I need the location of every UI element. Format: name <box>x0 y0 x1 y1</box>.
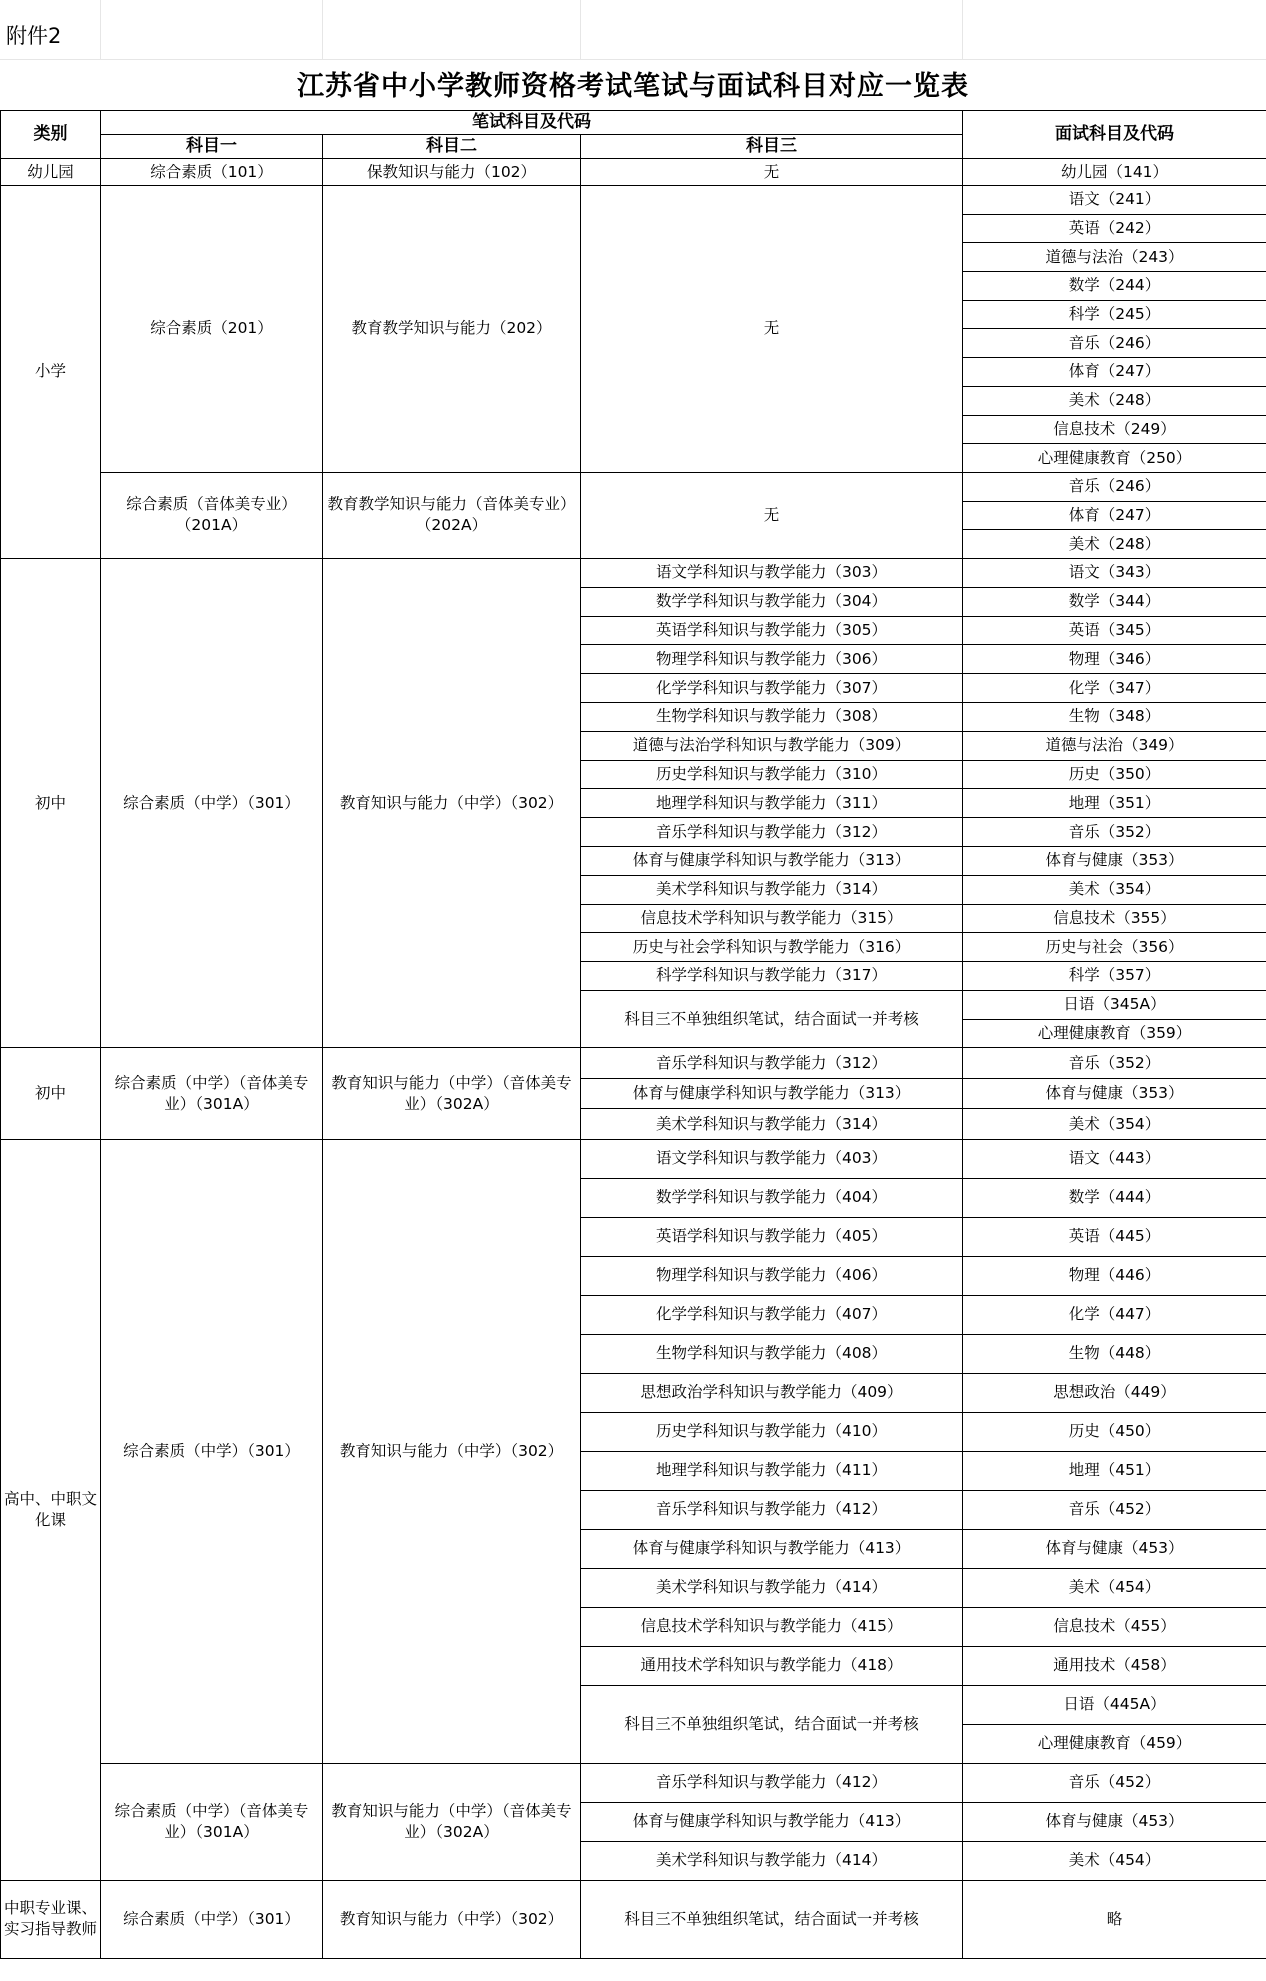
interview-cell: 生物（448） <box>963 1334 1266 1373</box>
interview-cell: 音乐（352） <box>963 1048 1266 1079</box>
subject3-cell: 历史学科知识与教学能力（410） <box>581 1412 963 1451</box>
table-cell: 综合素质（中学）（301） <box>101 558 323 1048</box>
interview-cell: 体育与健康（353） <box>963 1078 1266 1109</box>
interview-cell: 化学（347） <box>963 674 1266 703</box>
subject3-cell: 通用技术学科知识与教学能力（418） <box>581 1646 963 1685</box>
subject3-cell: 语文学科知识与教学能力（403） <box>581 1139 963 1178</box>
interview-cell: 体育与健康（353） <box>963 846 1266 875</box>
interview-cell: 思想政治（449） <box>963 1373 1266 1412</box>
category-cell: 中职专业课、实习指导教师 <box>1 1880 101 1958</box>
interview-cell: 心理健康教育（250） <box>963 444 1266 473</box>
table-cell: 综合素质（音体美专业）（201A） <box>101 472 323 558</box>
header-subject1: 科目一 <box>101 135 323 159</box>
interview-cell: 通用技术（458） <box>963 1646 1266 1685</box>
interview-cell: 音乐（246） <box>963 329 1266 358</box>
table-body <box>1 111 1266 1959</box>
category-cell: 小学 <box>1 186 101 559</box>
subject3-cell: 美术学科知识与教学能力（414） <box>581 1568 963 1607</box>
subject3-cell: 科目三不单独组织笔试，结合面试一并考核 <box>581 990 963 1048</box>
interview-cell: 数学（344） <box>963 587 1266 616</box>
interview-cell: 美术（248） <box>963 530 1266 559</box>
interview-cell: 体育与健康（453） <box>963 1802 1266 1841</box>
interview-cell: 心理健康教育（359） <box>963 1019 1266 1048</box>
interview-cell: 音乐（452） <box>963 1490 1266 1529</box>
interview-cell: 音乐（452） <box>963 1763 1266 1802</box>
subject3-cell: 英语学科知识与教学能力（405） <box>581 1217 963 1256</box>
table-cell: 综合素质（中学）（301） <box>101 1139 323 1763</box>
subject3-cell: 数学学科知识与教学能力（304） <box>581 587 963 616</box>
subject3-cell: 化学学科知识与教学能力（307） <box>581 674 963 703</box>
subject3-cell: 生物学科知识与教学能力（408） <box>581 1334 963 1373</box>
attachment-label: 附件2 <box>6 24 62 48</box>
interview-cell: 信息技术（355） <box>963 904 1266 933</box>
interview-cell: 英语（345） <box>963 616 1266 645</box>
interview-cell: 音乐（352） <box>963 818 1266 847</box>
table-cell: 教育知识与能力（中学）（302） <box>323 1880 581 1958</box>
header-category: 类别 <box>1 111 101 159</box>
interview-cell: 体育（247） <box>963 501 1266 530</box>
table-row <box>1 1763 1266 1802</box>
subject3-cell: 科学学科知识与教学能力（317） <box>581 962 963 991</box>
subject3-cell: 物理学科知识与教学能力（306） <box>581 645 963 674</box>
interview-cell: 化学（447） <box>963 1295 1266 1334</box>
table-cell: 教育教学知识与能力（音体美专业）（202A） <box>323 472 581 558</box>
category-cell: 初中 <box>1 558 101 1048</box>
interview-cell: 历史（350） <box>963 760 1266 789</box>
table-cell: 教育知识与能力（中学）（302） <box>323 1139 581 1763</box>
table-cell: 保教知识与能力（102） <box>323 159 581 186</box>
table-cell: 无 <box>581 472 963 558</box>
interview-cell: 音乐（246） <box>963 472 1266 501</box>
subject3-cell: 道德与法治学科知识与教学能力（309） <box>581 731 963 760</box>
subject3-cell: 体育与健康学科知识与教学能力（413） <box>581 1802 963 1841</box>
interview-cell: 历史与社会（356） <box>963 933 1266 962</box>
table-cell: 无 <box>581 186 963 473</box>
subject3-cell: 体育与健康学科知识与教学能力（313） <box>581 1078 963 1109</box>
table-row <box>1 558 1266 587</box>
subject3-cell: 音乐学科知识与教学能力（412） <box>581 1490 963 1529</box>
subject3-cell: 信息技术学科知识与教学能力（315） <box>581 904 963 933</box>
category-cell: 幼儿园 <box>1 159 101 186</box>
interview-cell: 略 <box>963 1880 1266 1958</box>
interview-cell: 地理（351） <box>963 789 1266 818</box>
table-row <box>1 159 1266 186</box>
subject3-cell: 美术学科知识与教学能力（414） <box>581 1841 963 1880</box>
subject3-cell: 音乐学科知识与教学能力（412） <box>581 1763 963 1802</box>
interview-cell: 数学（444） <box>963 1178 1266 1217</box>
interview-cell: 历史（450） <box>963 1412 1266 1451</box>
subject-table <box>0 110 1266 1959</box>
subject3-cell: 英语学科知识与教学能力（305） <box>581 616 963 645</box>
header-written: 笔试科目及代码 <box>101 111 963 135</box>
subject3-cell: 化学学科知识与教学能力（407） <box>581 1295 963 1334</box>
subject3-cell: 思想政治学科知识与教学能力（409） <box>581 1373 963 1412</box>
interview-cell: 语文（343） <box>963 558 1266 587</box>
table-row <box>1 1139 1266 1178</box>
interview-cell: 美术（454） <box>963 1841 1266 1880</box>
table-row <box>1 1880 1266 1958</box>
header-interview: 面试科目及代码 <box>963 111 1266 159</box>
table-cell: 教育知识与能力（中学）（音体美专业）（302A） <box>323 1048 581 1140</box>
interview-cell: 美术（354） <box>963 875 1266 904</box>
interview-cell: 英语（242） <box>963 214 1266 243</box>
interview-cell: 道德与法治（243） <box>963 243 1266 272</box>
interview-cell: 科学（245） <box>963 300 1266 329</box>
table-cell: 教育教学知识与能力（202） <box>323 186 581 473</box>
subject3-cell: 历史学科知识与教学能力（310） <box>581 760 963 789</box>
subject3-cell: 历史与社会学科知识与教学能力（316） <box>581 933 963 962</box>
subject3-cell: 体育与健康学科知识与教学能力（413） <box>581 1529 963 1568</box>
header-subject3: 科目三 <box>581 135 963 159</box>
interview-cell: 数学（244） <box>963 272 1266 301</box>
subject3-cell: 物理学科知识与教学能力（406） <box>581 1256 963 1295</box>
interview-cell: 心理健康教育（459） <box>963 1724 1266 1763</box>
table-cell: 综合素质（201） <box>101 186 323 473</box>
subject3-cell: 信息技术学科知识与教学能力（415） <box>581 1607 963 1646</box>
interview-cell: 美术（354） <box>963 1109 1266 1140</box>
interview-cell: 地理（451） <box>963 1451 1266 1490</box>
subject3-cell: 数学学科知识与教学能力（404） <box>581 1178 963 1217</box>
table-row <box>1 111 1266 135</box>
table-row <box>1 1048 1266 1079</box>
table-cell: 教育知识与能力（中学）（音体美专业）（302A） <box>323 1763 581 1880</box>
table-row <box>1 472 1266 501</box>
interview-cell: 体育与健康（453） <box>963 1529 1266 1568</box>
subject3-cell: 音乐学科知识与教学能力（312） <box>581 1048 963 1079</box>
table-cell: 教育知识与能力（中学）（302） <box>323 558 581 1048</box>
interview-cell: 体育（247） <box>963 358 1266 387</box>
category-cell: 初中 <box>1 1048 101 1140</box>
interview-cell: 英语（445） <box>963 1217 1266 1256</box>
interview-cell: 信息技术（455） <box>963 1607 1266 1646</box>
subject3-cell: 美术学科知识与教学能力（314） <box>581 1109 963 1140</box>
interview-cell: 日语（445A） <box>963 1685 1266 1724</box>
subject3-cell: 科目三不单独组织笔试，结合面试一并考核 <box>581 1880 963 1958</box>
table-cell: 综合素质（101） <box>101 159 323 186</box>
table-cell: 无 <box>581 159 963 186</box>
category-cell: 高中、中职文化课 <box>1 1139 101 1880</box>
interview-cell: 日语（345A） <box>963 990 1266 1019</box>
subject3-cell: 音乐学科知识与教学能力（312） <box>581 818 963 847</box>
subject3-cell: 地理学科知识与教学能力（311） <box>581 789 963 818</box>
interview-cell: 幼儿园（141） <box>963 159 1266 186</box>
interview-cell: 信息技术（249） <box>963 415 1266 444</box>
interview-cell: 美术（454） <box>963 1568 1266 1607</box>
table-cell: 综合素质（中学）（301） <box>101 1880 323 1958</box>
interview-cell: 生物（348） <box>963 702 1266 731</box>
subject3-cell: 美术学科知识与教学能力（314） <box>581 875 963 904</box>
table-cell: 综合素质（中学）（音体美专业）（301A） <box>101 1048 323 1140</box>
interview-cell: 语文（443） <box>963 1139 1266 1178</box>
interview-cell: 语文（241） <box>963 186 1266 215</box>
table-row <box>1 186 1266 215</box>
subject3-cell: 科目三不单独组织笔试，结合面试一并考核 <box>581 1685 963 1763</box>
subject3-cell: 体育与健康学科知识与教学能力（313） <box>581 846 963 875</box>
page-title: 江苏省中小学教师资格考试笔试与面试科目对应一览表 <box>297 71 969 102</box>
interview-cell: 科学（357） <box>963 962 1266 991</box>
subject3-cell: 地理学科知识与教学能力（411） <box>581 1451 963 1490</box>
subject3-cell: 语文学科知识与教学能力（303） <box>581 558 963 587</box>
interview-cell: 美术（248） <box>963 386 1266 415</box>
header-subject2: 科目二 <box>323 135 581 159</box>
interview-cell: 物理（346） <box>963 645 1266 674</box>
interview-cell: 道德与法治（349） <box>963 731 1266 760</box>
sheet-gridlines <box>0 0 1266 60</box>
interview-cell: 物理（446） <box>963 1256 1266 1295</box>
subject3-cell: 生物学科知识与教学能力（308） <box>581 702 963 731</box>
table-cell: 综合素质（中学）（音体美专业）（301A） <box>101 1763 323 1880</box>
